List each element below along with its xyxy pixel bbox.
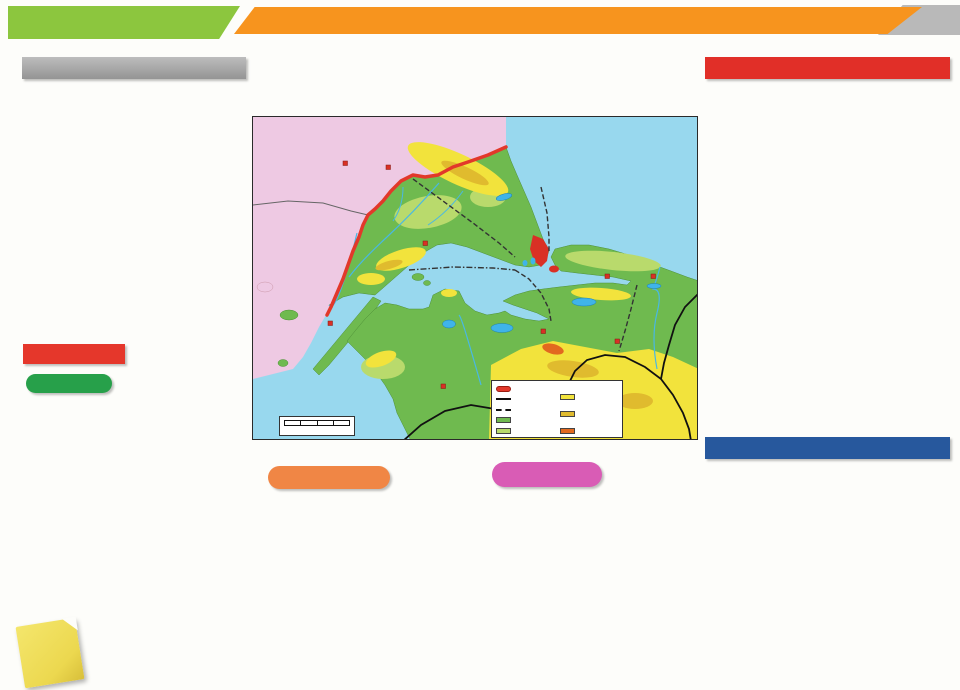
- page-title: [8, 6, 240, 39]
- region-border-swatch: [496, 398, 511, 400]
- map-graphic: [253, 117, 698, 440]
- map-legend-elevation: [560, 384, 620, 435]
- section-sanayi-header: [492, 462, 602, 487]
- elev-1000-1500-swatch: [560, 411, 575, 417]
- elev-1500-2500-swatch: [560, 428, 575, 434]
- header-banner: [234, 7, 922, 34]
- section-ekonomisi-header: [23, 344, 125, 364]
- section-nufus-header: [705, 437, 950, 459]
- scale-ruler: [284, 420, 350, 426]
- section-tarim-header: [26, 374, 112, 393]
- section-madenler-header: [268, 466, 390, 489]
- elev-0-200-swatch: [496, 417, 511, 423]
- climate-chart-svg: [706, 226, 952, 414]
- map-scale-bar: [279, 416, 355, 436]
- bursa-climate-chart: [706, 226, 952, 414]
- country-border-swatch: [496, 386, 511, 392]
- map-legend: [491, 380, 623, 438]
- section-konumu-header: [22, 57, 246, 79]
- elev-200-500-swatch: [496, 428, 511, 434]
- section-iklim-header: [705, 57, 950, 79]
- map-legend-borders: [496, 384, 556, 435]
- kpss-sticky-note: [16, 618, 85, 689]
- division-border-swatch: [496, 409, 511, 411]
- elev-500-1000-swatch: [560, 394, 575, 400]
- marmara-region-map: [252, 116, 698, 440]
